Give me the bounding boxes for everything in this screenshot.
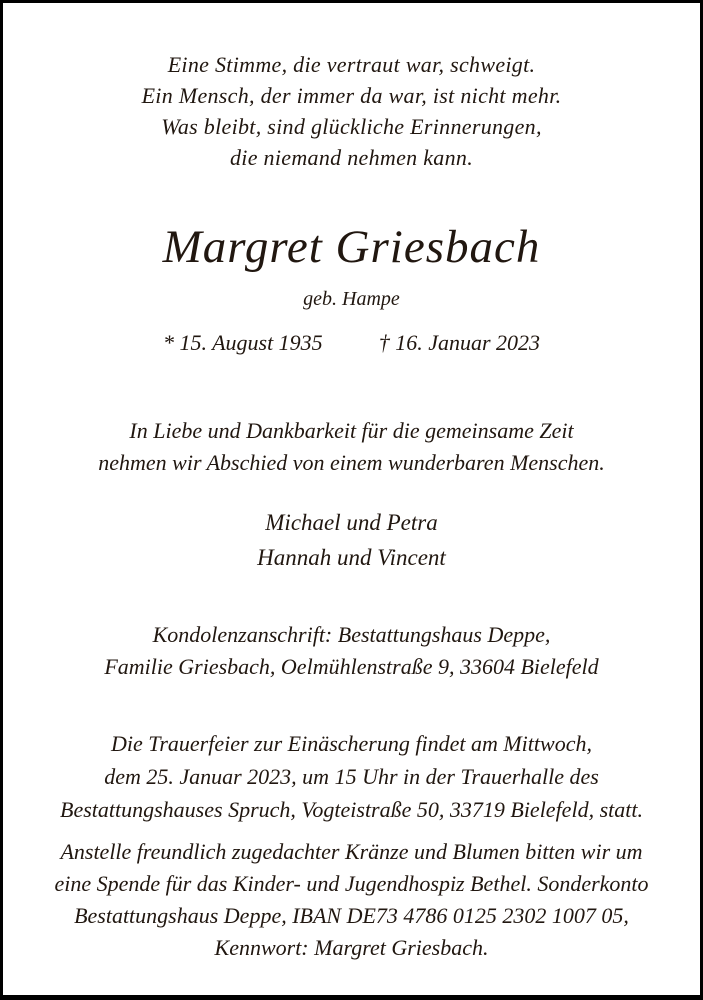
farewell-line: nehmen wir Abschied von einem wunderbaren Menschen.	[98, 450, 605, 475]
donation-line: Kennwort: Margret Griesbach.	[214, 935, 489, 960]
poem-line: die niemand nehmen kann.	[229, 145, 474, 170]
donation-info	[3, 836, 700, 964]
service-line: dem 25. Januar 2023, um 15 Uhr in der Trauerhalle des	[104, 764, 599, 789]
death-date: † 16. Januar 2023	[378, 330, 541, 355]
service-line: Bestattungshauses Spruch, Vogteistraße 50, 33719 Bielefeld, statt.	[60, 797, 643, 822]
farewell-text	[3, 415, 700, 479]
condolence-line: Familie Griesbach, Oelmühlenstraße 9, 33604 Bielefeld	[104, 654, 599, 679]
poem-line: Was bleibt, sind glückliche Erinnerungen,	[161, 114, 542, 139]
donation-line: Anstelle freundlich zugedachter Kränze und Blumen bitten wir um	[60, 839, 643, 864]
poem-line: Eine Stimme, die vertraut war, schweigt.	[167, 52, 536, 77]
donation-line: Bestattungshaus Deppe, IBAN DE73 4786 0125 2302 1007 05,	[74, 903, 629, 928]
donation-line: eine Spende für das Kinder- und Jugendhospiz Bethel. Sonderkonto	[54, 871, 649, 896]
life-dates	[3, 327, 700, 359]
mourner-line: Hannah und Vincent	[257, 545, 446, 570]
mourners-names	[3, 505, 700, 575]
deceased-name: Margret Griesbach	[162, 221, 541, 273]
condolence-line: Kondolenzanschrift: Bestattungshaus Deppe,	[152, 622, 551, 647]
maiden-name: geb. Hampe	[303, 288, 400, 310]
birth-date: * 15. August 1935	[162, 330, 323, 355]
poem-line: Ein Mensch, der immer da war, ist nicht mehr.	[141, 83, 562, 108]
farewell-line: In Liebe und Dankbarkeit für die gemeinsame Zeit	[129, 418, 574, 443]
mourner-line: Michael und Petra	[265, 510, 438, 535]
funeral-service-info	[3, 727, 700, 826]
condolence-address	[3, 619, 700, 683]
memorial-poem	[3, 49, 700, 173]
service-line: Die Trauerfeier zur Einäscherung findet am Mittwoch,	[111, 731, 592, 756]
